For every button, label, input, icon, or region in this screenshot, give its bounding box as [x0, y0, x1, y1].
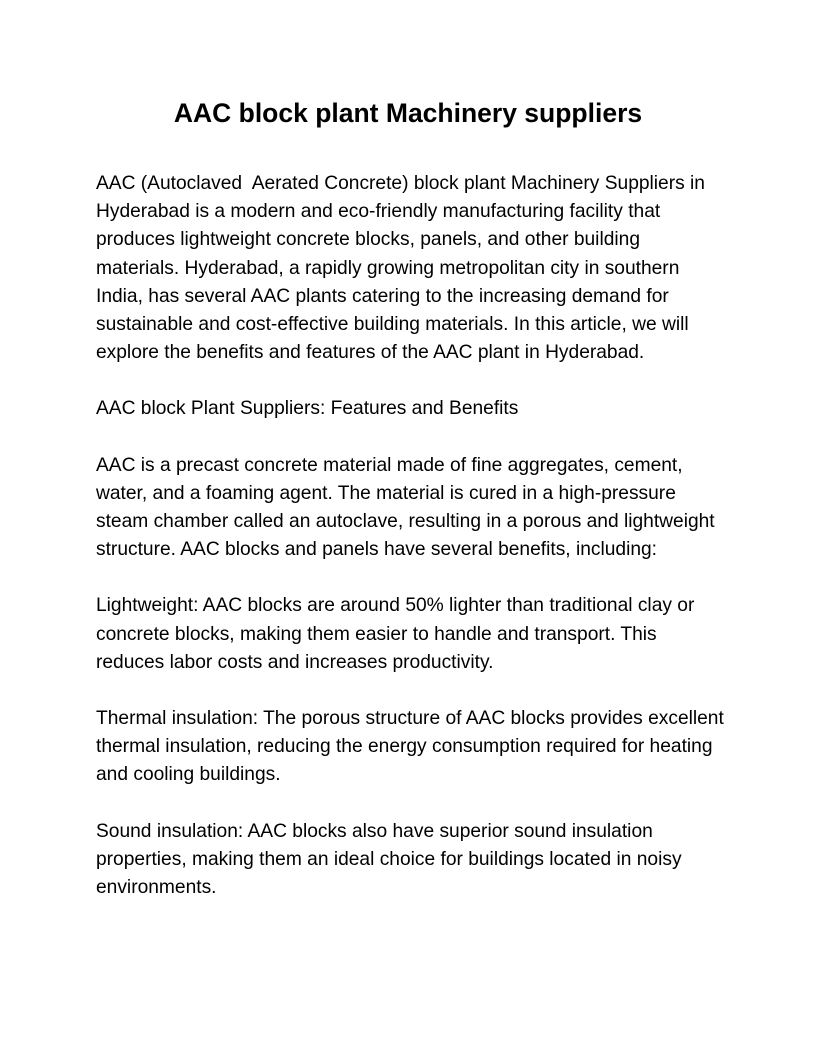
section-heading-features: AAC block Plant Suppliers: Features and Benefits: [96, 398, 519, 420]
paragraph-lightweight: Lightweight: AAC blocks are around 50% lighter than traditional clay or concrete blocks, making them easier to handle and transport. This reduces labor costs and increases productivity.: [96, 595, 700, 673]
page-title: AAC block plant Machinery suppliers: [173, 98, 643, 128]
paragraph-sound-insulation: Sound insulation: AAC blocks also have superior sound insulation properties, making them an ideal choice for buildings located in noisy environments.: [96, 820, 687, 899]
paragraph-aac-description: AAC is a precast concrete material made of fine aggregates, cement, water, and a foaming agent. The material is cured in a high-pressure steam chamber called an autoclave, resulting in a porous and lightweight structure. AAC blocks and panels have several benefits, including:: [96, 454, 720, 561]
paragraph-intro: AAC (Autoclaved Aerated Concrete) block plant Machinery Suppliers in Hyderabad is a modern and eco-friendly manufacturing facility that produces lightweight concrete blocks, panels, and other building materials. Hyderabad, a rapidly growing metropolitan city in southern India, has several AAC plants catering to the increasing demand for sustainable and cost-effective building materials. In this article, we will explore the benefits and features of the AAC plant in Hyderabad.: [96, 173, 711, 364]
paragraph-thermal-insulation: Thermal insulation: The porous structure of AAC blocks provides excellent thermal insulation, reducing the energy consumption required for heating and cooling buildings.: [96, 708, 730, 786]
document-body: [96, 170, 730, 930]
